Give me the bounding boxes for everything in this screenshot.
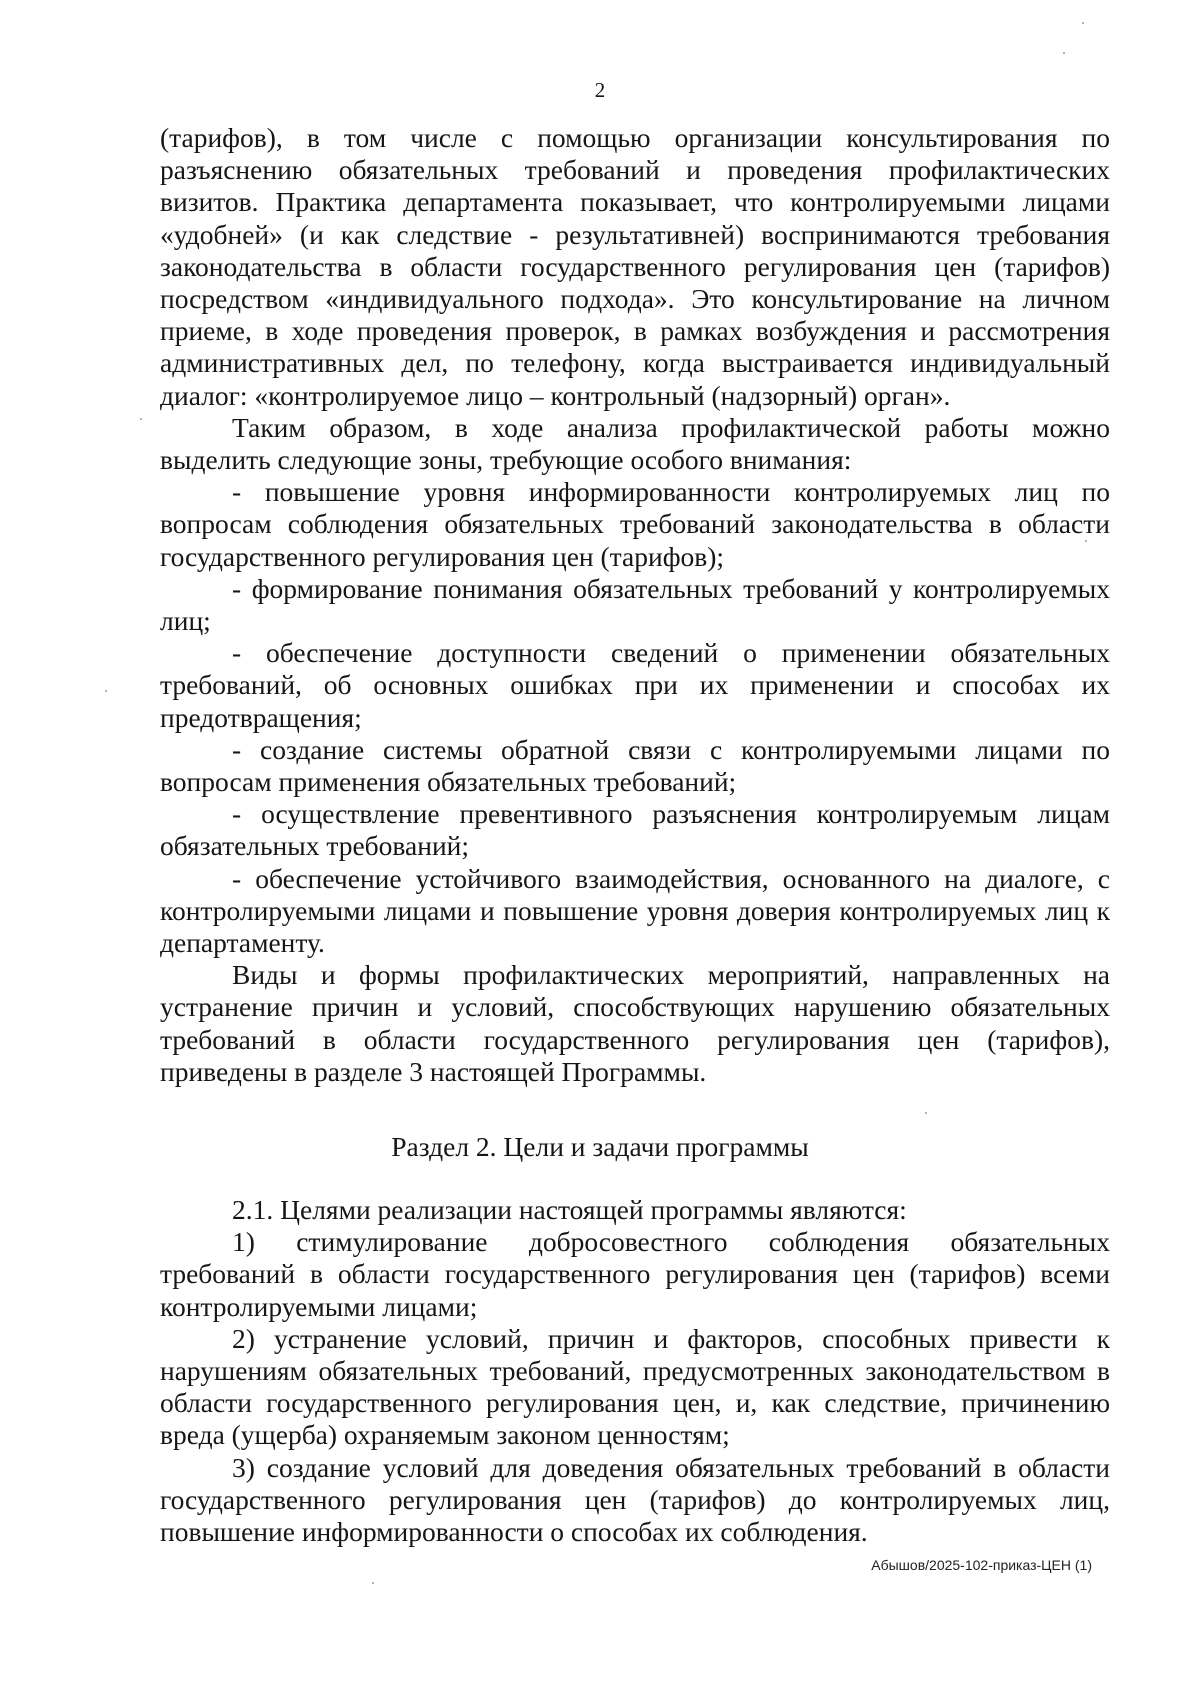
scan-speck	[1063, 52, 1065, 54]
paragraph-continuation: (тарифов), в том числе с помощью организации консультирования по разъяснению обязательных требований и проведения профилактических визитов. Практика департамента показывает, что контролируемыми лицами «удобней» (и как следствие - результативней) воспринимаются требования законодательства в области государственного регулирования цен (тарифов) посредством «индивидуального подхода». Это консультирование на личном приеме, в ходе проведения проверок, в рамках возбуждения и рассмотрения административных дел, по телефону, когда выстраивается индивидуальный диалог: «контролируемое лицо – контрольный (надзорный) орган».	[160, 122, 1110, 411]
scan-speck	[1085, 540, 1087, 542]
scan-speck	[925, 1112, 927, 1114]
section-heading: Раздел 2. Цели и задачи программы	[391, 1131, 809, 1162]
goal-item-2: 2) устранение условий, причин и факторов, способных привести к нарушениям обязательных требований, предусмотренных законодательством в области государственного регулирования цен, и, как следствие, причинению вреда (ущерба) охраняемым законом ценностям;	[160, 1322, 1110, 1451]
list-item-awareness: - повышение уровня информированности контролируемых лиц по вопросам соблюдения обязательных требований законодательства в области государственного регулирования цен (тарифов);	[160, 476, 1110, 572]
list-item-accessibility: - обеспечение доступности сведений о применении обязательных требований, об основных ошибках при их применении и способах их предотвращения;	[160, 637, 1110, 733]
list-item-interaction: - обеспечение устойчивого взаимодействия, основанного на диалоге, с контролируемыми лицами и повышение уровня доверия контролируемых лиц к департаменту.	[160, 862, 1110, 959]
intro-text	[160, 122, 1110, 1088]
goal-item-3: 3) создание условий для доведения обязательных требований в области государственного регулирования цен (тарифов) до контролируемых лиц, повышение информированности о способах их соблюдения.	[160, 1451, 1110, 1548]
goal-item-1: 1) стимулирование добросовестного соблюдения обязательных требований в области государственного регулирования цен (тарифов) всеми контролируемыми лицами;	[160, 1226, 1110, 1322]
scan-speck	[105, 690, 107, 692]
scan-speck	[372, 1582, 374, 1584]
goals-lead: 2.1. Целями реализации настоящей программы являются:	[232, 1194, 907, 1225]
list-item-preventive: - осуществление превентивного разъяснения контролируемым лицам обязательных требований;	[160, 798, 1110, 862]
scan-speck	[140, 418, 142, 420]
page-number: 2	[594, 78, 606, 102]
document-code: Абышов/2025-102-приказ-ЦЕН (1)	[871, 1557, 1092, 1573]
list-item-understanding: - формирование понимания обязательных требований у контролируемых лиц;	[160, 572, 1110, 637]
paragraph-closing: Виды и формы профилактических мероприятий, направленных на устранение причин и условий, способствующих нарушению обязательных требований в области государственного регулирования цен (тарифов), приведены в разделе 3 настоящей Программы.	[160, 959, 1110, 1087]
paragraph-zones-intro: Таким образом, в ходе анализа профилактической работы можно выделить следующие зоны, требующие особого внимания:	[160, 411, 1110, 476]
goals-text	[160, 1194, 1110, 1548]
scan-speck	[1082, 22, 1084, 24]
list-item-feedback: - создание системы обратной связи с контролируемыми лицами по вопросам применения обязательных требований;	[160, 733, 1110, 798]
